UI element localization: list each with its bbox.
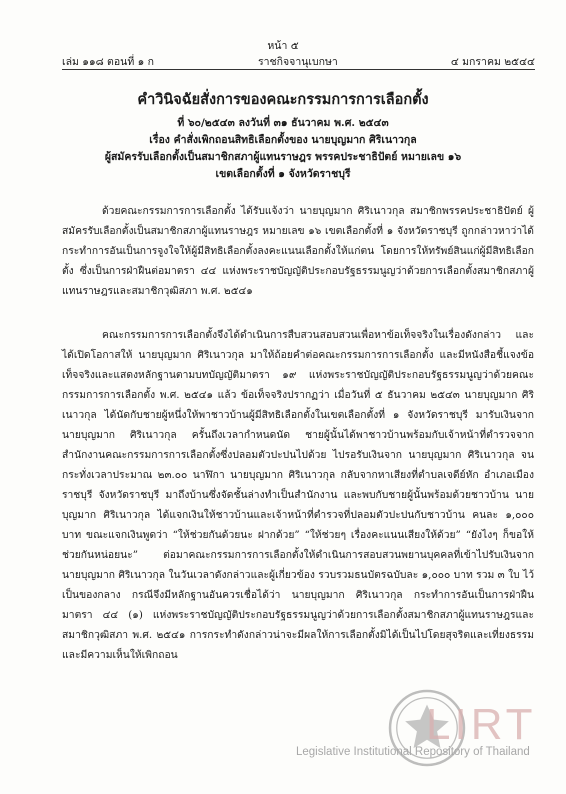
candidate-line: ผู้สมัครรับเลือกตั้งเป็นสมาชิกสภาผู้แทนราษฎร พรรคประชาธิปัตย์ หมายเลข ๑๖	[104, 151, 462, 163]
publication-date: ๔ มกราคม ๒๕๔๔	[450, 56, 535, 68]
header-rule	[62, 69, 535, 70]
page-number: หน้า ๕	[267, 40, 299, 52]
gazette-name: ราชกิจจานุเบกษา	[258, 56, 338, 68]
volume-issue: เล่ม ๑๑๘ ตอนที่ ๑ ก	[62, 56, 154, 68]
gazette-header	[62, 53, 535, 67]
lirt-subtitle: Legislative Institutional Repository of Thailand	[296, 746, 530, 758]
lirt-logo: LIRT	[426, 700, 537, 749]
constituency-line: เขตเลือกตั้งที่ ๑ จังหวัดราชบุรี	[215, 168, 351, 180]
decision-number: ที่ ๖๐/๒๕๔๓ ลงวันที่ ๓๑ ธันวาคม พ.ศ. ๒๕๔๓	[177, 117, 389, 129]
paragraph-2: คณะกรรมการการเลือกตั้งจึงได้ดำเนินการสืบสวนสอบสวนเพื่อหาข้อเท็จจริงในเรื่องดังกล่าว และได้เปิดโอกาสให้ นายบุญมาก ศิริเนาวกุล มาให้ถ้อยคำต่อคณะกรรมการการเลือกตั้ง และมีหนังสือชี้แจงข้อเท็จจริงและแสดงหลักฐานตามบทบัญญัติมาตรา ๑๙ แห่งพระราชบัญญัติประกอบรัฐธรรมนูญว่าด้วยคณะกรรมการการเลือกตั้ง พ.ศ. ๒๕๔๑ แล้ว ข้อเท็จจริงปรากฏว่า เมื่อวันที่ ๕ ธันวาคม ๒๕๔๓ นายบุญมาก ศิริเนาวกุล ได้นัดกับชายผู้หนึ่งให้พาชาวบ้านผู้มีสิทธิเลือกตั้งในเขตเลือกตั้งที่ ๑ จังหวัดราชบุรี มารับเงินจาก นายบุญมาก ศิริเนาวกุล ครั้นถึงเวลากำหนดนัด ชายผู้นั้นได้พาชาวบ้านพร้อมกับเจ้าหน้าที่ตำรวจจากสำนักงานคณะกรรมการการเลือกตั้งซึ่งปลอมตัวปะปนไปด้วย ไปรอรับเงินจาก นายบุญมาก ศิริเนาวกุล จนกระทั่งเวลาประมาณ ๒๓.๐๐ นาฬิกา นายบุญมาก ศิริเนาวกุล กลับจากหาเสียงที่ตำบลเจดีย์หัก อำเภอเมืองราชบุรี จังหวัดราชบุรี มาถึงบ้านซึ่งจัดชั้นล่างทำเป็นสำนักงาน และพบกับชายผู้นั้นพร้อมด้วยชาวบ้าน นายบุญมาก ศิริเนาวกุล ได้แจกเงินให้ชาวบ้านและเจ้าหน้าที่ตำรวจที่ปลอมตัวปะปนกับชาวบ้าน คนละ ๑,๐๐๐ บาท ขณะแจกเงินพูดว่า “ให้ช่วยกันด้วยนะ ฝากด้วย” “ให้ช่วยๆ เรื่องคะแนนเสียงให้ด้วย” “ยังไงๆ ก็ขอให้ช่วยกันหน่อยนะ” ต่อมาคณะกรรมการการเลือกตั้งให้ดำเนินการสอบสวนพยานบุคคลที่เข้าไปรับเงินจาก นายบุญมาก ศิริเนาวกุล ในวันเวลาดังกล่าวและผู้เกี่ยวข้อง รวบรวมธนบัตรฉบับละ ๑,๐๐๐ บาท รวม ๓ ใบ ไว้เป็นของกลาง กรณีจึงมีหลักฐานอันควรเชื่อได้ว่า นายบุญมาก ศิริเนาวกุล กระทำการอันเป็นการฝ่าฝืน มาตรา ๔๔ (๑) แห่งพระราชบัญญัติประกอบรัฐธรรมนูญว่าด้วยการเลือกตั้งสมาชิกสภาผู้แทนราษฎรและสมาชิกวุฒิสภา พ.ศ. ๒๕๔๑ การกระทำดังกล่าวน่าจะมีผลให้การเลือกตั้งมิได้เป็นไปโดยสุจริตและเที่ยงธรรม และมีความเห็นให้เพิกถอน	[62, 329, 534, 661]
subject-line: เรื่อง คำสั่งเพิกถอนสิทธิเลือกตั้งของ นายบุญมาก ศิริเนาวกุล	[149, 134, 417, 146]
document-title: คำวินิจฉัยสั่งการของคณะกรรมการการเลือกตั้ง	[137, 91, 429, 108]
paragraph-1: ด้วยคณะกรรมการการเลือกตั้ง ได้รับแจ้งว่า นายบุญมาก ศิริเนาวกุล สมาชิกพรรคประชาธิปัตย์ ผู้สมัครรับเลือกตั้งเป็นสมาชิกสภาผู้แทนราษฎร หมายเลข ๑๖ เขตเลือกตั้งที่ ๑ จังหวัดราชบุรี ถูกกล่าวหาว่าได้กระทำการอันเป็นการจูงใจให้ผู้มีสิทธิเลือกตั้งลงคะแนนเลือกตั้งให้แก่ตน โดยการให้ทรัพย์สินแก่ผู้มีสิทธิเลือกตั้ง ซึ่งเป็นการฝ่าฝืนต่อมาตรา ๔๔ แห่งพระราชบัญญัติประกอบรัฐธรรมนูญว่าด้วยการเลือกตั้งสมาชิกสภาผู้แทนราษฎรและสมาชิกวุฒิสภา พ.ศ. ๒๕๔๑	[62, 205, 534, 297]
